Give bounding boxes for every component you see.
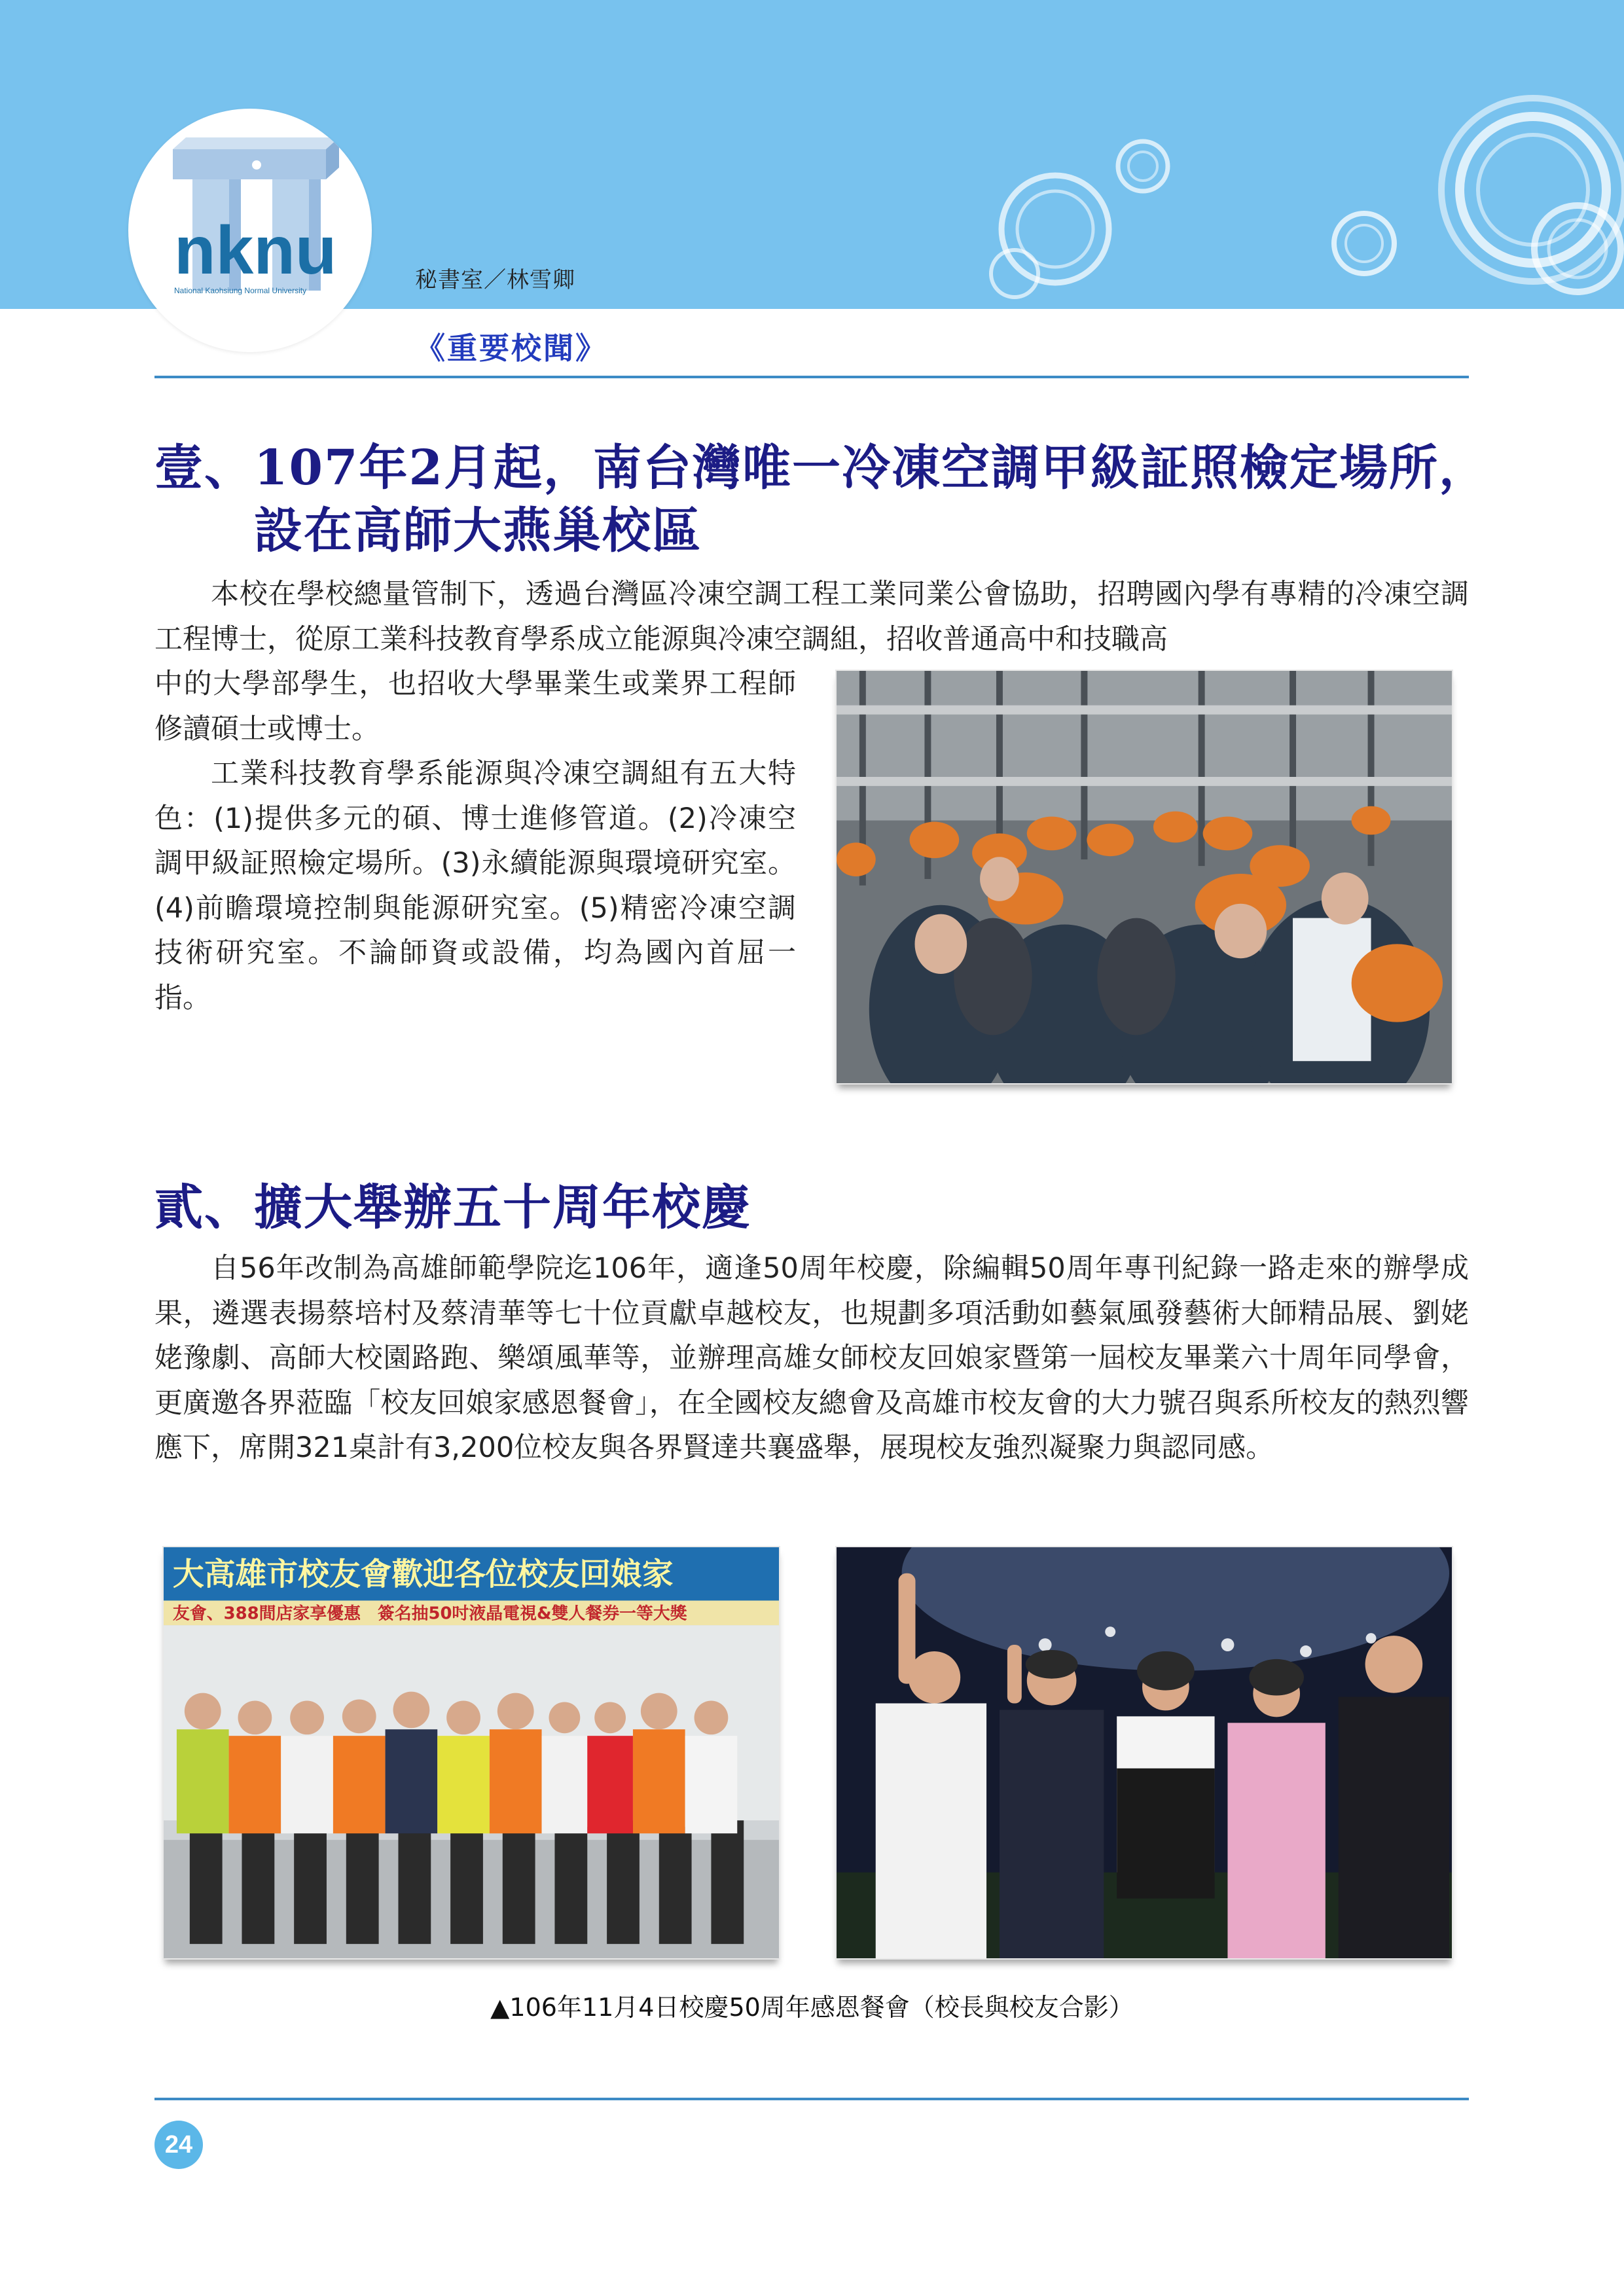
section-tag: 《重要校聞》 — [415, 331, 607, 366]
article2-paragraph — [154, 1246, 1469, 1471]
top-divider — [154, 376, 1469, 378]
svg-text:National Kaohsiung Normal Univ: National Kaohsiung Normal University — [174, 286, 307, 295]
bottom-divider — [154, 2098, 1469, 2100]
page-number-badge: 24 — [154, 2121, 203, 2169]
article2-title: 貳、擴大舉辦五十周年校慶 — [154, 1179, 751, 1236]
photo-stage-celebration — [835, 1546, 1453, 1960]
article1-title-line2: 設在高師大燕巢校區 — [254, 503, 702, 559]
article2-paragraph-text: 自56年改制為高雄師範學院迄106年，適逢50周年校慶，除編輯50周年專刊紀錄一路走來的辦學成果，遴選表揚蔡培村及蔡清華等七十位貢獻卓越校友，也規劃多項活動如藝氣風發藝術大師精品展、劉姥姥豫劇、高師大校園路跑、樂頌風華等，並辦理高雄女師校友回娘家暨第一屆校友畢業六十周年同學會，更廣邀各界蒞臨「校友回娘家感恩餐會」，在全國校友總會及高雄市校友會的大力號召與系所校友的熱烈響應下，席開321桌計有3,200位校友與各界賢達共襄盛舉，展現校友強烈凝聚力與認同感。 — [154, 1252, 1469, 1464]
article1-title-line1: 壹、107年2月起，南台灣唯一冷凍空調甲級証照檢定場所， — [154, 440, 1489, 496]
author-byline: 秘書室／林雪卿 — [415, 267, 575, 293]
banner-subtitle: 友會、388間店家享優惠 簽名抽50吋液晶電視&雙人餐券一等大獎 — [172, 1604, 687, 1624]
photo-alumni-group — [162, 1546, 780, 1960]
photo-caption: ▲106年11月4日校慶50周年感恩餐會（校長與校友合影） — [490, 1993, 1134, 2022]
article1-paragraph-intro-wrap: 中的大學部學生，也招收大學畢業生或業界工程師修讀碩士或博士。 — [154, 668, 796, 745]
banner-title: 大高雄市校友會歡迎各位校友回娘家 — [172, 1556, 674, 1593]
article1-features-text: 工業科技教育學系能源與冷凍空調組有五大特色：(1)提供多元的碩、博士進修管道。(2)冷凍空調甲級証照檢定場所。(3)永續能源與環境研究室。(4)前瞻環境控制與能源研究室。(5)精密冷凍空調技術研究室。不論師資或設備，均為國內首屈一指。 — [154, 757, 796, 1014]
article1-paragraph-intro — [154, 572, 1469, 662]
nknu-logo — [128, 109, 372, 352]
photo-students-hardhats — [835, 670, 1453, 1085]
article1-paragraph-intro-text: 本校在學校總量管制下，透過台灣區冷凍空調工程工業同業公會協助，招聘國內學有專精的冷凍空調工程博士，從原工業科技教育學系成立能源與冷凍空調組，招收普通高中和技職高 — [154, 578, 1469, 656]
svg-text:nknu: nknu — [174, 213, 337, 289]
article1-paragraph-body — [154, 662, 796, 1020]
